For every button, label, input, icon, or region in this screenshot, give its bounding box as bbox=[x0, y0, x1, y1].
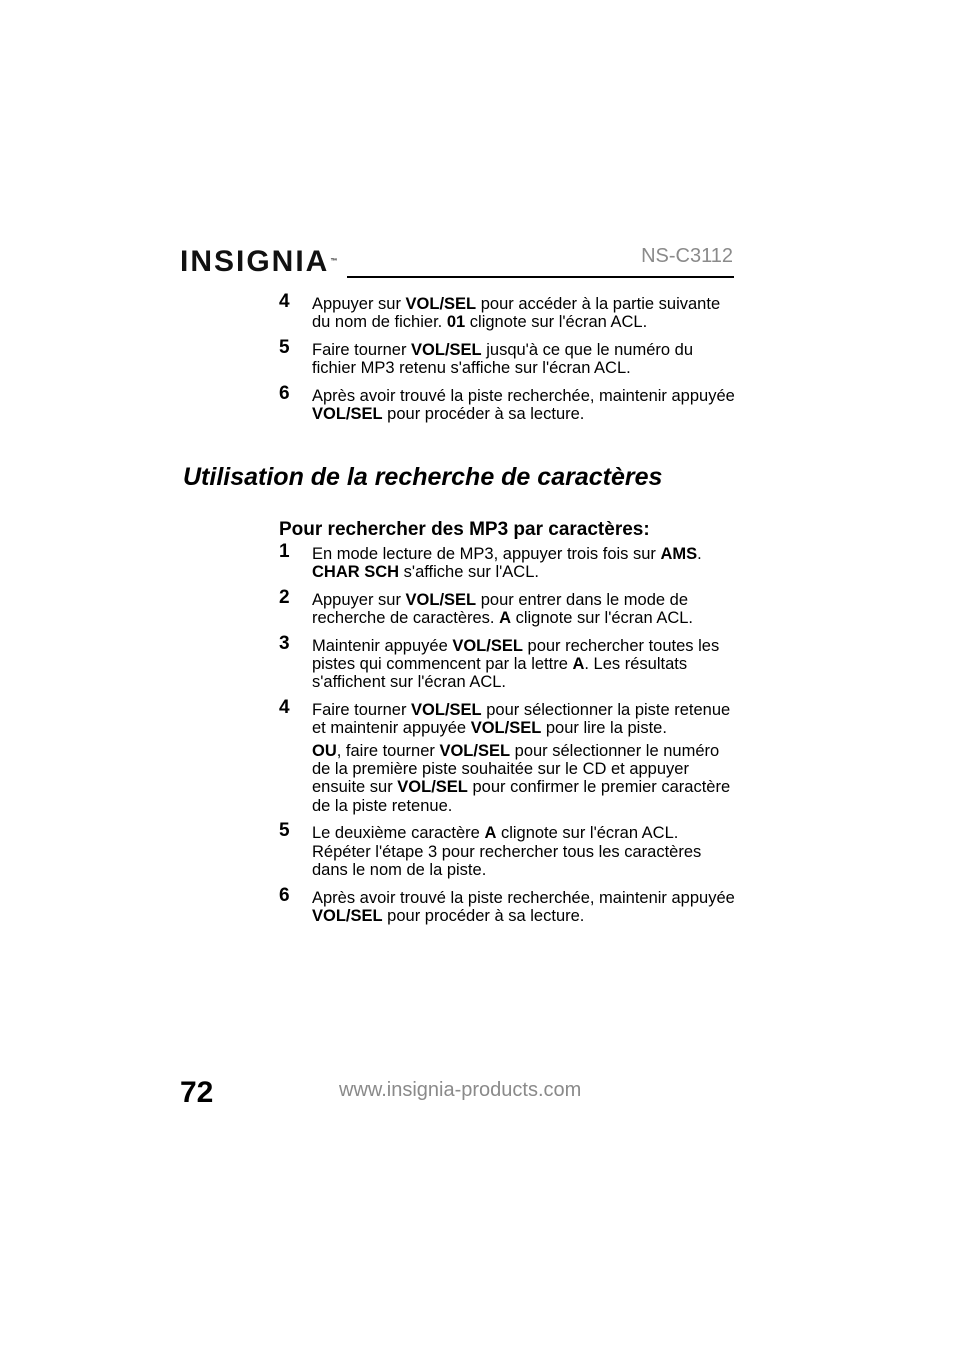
step-instruction bbox=[312, 889, 739, 926]
emphasis-text: OU bbox=[312, 741, 337, 760]
emphasis-text: A bbox=[572, 655, 585, 674]
emphasis-text: VOL/SEL bbox=[312, 405, 383, 424]
section-title: Utilisation de la recherche de caractères bbox=[183, 463, 663, 491]
step-text: pour sélectionner la piste retenue et maintenir appuyée bbox=[312, 700, 731, 738]
step-text: clignote sur l'écran ACL. Répéter l'étape 3 pour rechercher tous les caractères dans le nom de la piste. bbox=[312, 824, 702, 880]
step-text: pour procéder à sa lecture. bbox=[382, 405, 585, 424]
footer-url: www.insignia-products.com bbox=[339, 1079, 582, 1101]
step-number: 3 bbox=[279, 632, 290, 654]
step-text: Faire tourner bbox=[312, 700, 412, 719]
model-number: NS-C3112 bbox=[641, 245, 733, 267]
step-list-character-search bbox=[279, 541, 739, 934]
step-alternative-instruction bbox=[312, 742, 739, 816]
step-item bbox=[279, 632, 739, 692]
step-list-navigation bbox=[279, 291, 739, 432]
step-text: pour lire la piste. bbox=[541, 719, 667, 738]
step-text: Appuyer sur bbox=[312, 590, 406, 609]
emphasis-text: VOL/SEL bbox=[405, 295, 477, 313]
emphasis-text: VOL/SEL bbox=[439, 741, 511, 760]
step-item bbox=[279, 820, 739, 880]
step-text: pour accéder à la partie suivante du nom de fichier. bbox=[312, 295, 721, 332]
step-number: 5 bbox=[279, 820, 290, 842]
step-item bbox=[279, 291, 739, 332]
step-instruction bbox=[312, 341, 739, 378]
step-text: pour confirmer le premier caractère de la piste retenue. bbox=[312, 778, 731, 815]
step-number: 4 bbox=[279, 291, 290, 312]
subsection-title: Pour rechercher des MP3 par caractères: bbox=[279, 519, 650, 540]
step-number: 1 bbox=[279, 541, 290, 562]
insignia-logo bbox=[180, 244, 337, 280]
step-text: s'affiche sur l'ACL. bbox=[399, 563, 539, 582]
step-text: Le deuxième caractère bbox=[312, 824, 485, 843]
step-item bbox=[279, 336, 739, 378]
emphasis-text: 01 bbox=[446, 313, 466, 332]
step-instruction bbox=[312, 591, 739, 628]
step-text: jusqu'à ce que le numéro du fichier MP3 retenu s'affiche sur l'écran ACL. bbox=[312, 340, 694, 378]
emphasis-text: VOL/SEL bbox=[411, 340, 482, 359]
step-text: pour procéder à sa lecture. bbox=[382, 906, 585, 925]
step-number: 2 bbox=[279, 586, 290, 608]
emphasis-text: VOL/SEL bbox=[470, 719, 542, 738]
step-instruction bbox=[312, 545, 739, 582]
emphasis-text: AMS bbox=[660, 545, 698, 563]
step-instruction bbox=[312, 387, 739, 424]
step-instruction bbox=[312, 824, 739, 879]
step-text: pour sélectionner le numéro de la première piste souhaitée sur le CD et appuyer ensuite sur bbox=[312, 741, 720, 797]
step-item bbox=[279, 586, 739, 628]
step-text: clignote sur l'écran ACL. bbox=[511, 609, 694, 628]
step-text: Après avoir trouvé la piste recherchée, maintenir appuyée bbox=[312, 386, 735, 405]
step-item bbox=[279, 541, 739, 582]
logo-text: INSIGNIA bbox=[180, 245, 330, 278]
emphasis-text: VOL/SEL bbox=[312, 906, 383, 925]
step-instruction bbox=[312, 637, 739, 692]
emphasis-text: VOL/SEL bbox=[452, 636, 523, 655]
page-number: 72 bbox=[180, 1076, 214, 1109]
step-text: Maintenir appuyée bbox=[312, 636, 453, 655]
step-number: 4 bbox=[279, 696, 290, 718]
step-text: , faire tourner bbox=[336, 741, 440, 760]
step-item bbox=[279, 696, 739, 815]
step-number: 6 bbox=[279, 884, 290, 906]
step-instruction bbox=[312, 295, 739, 332]
trademark-symbol: ™ bbox=[330, 258, 338, 265]
step-text: . bbox=[697, 545, 702, 563]
step-text: En mode lecture de MP3, appuyer trois fois sur bbox=[312, 545, 661, 563]
step-text: Faire tourner bbox=[312, 340, 412, 359]
header-divider bbox=[347, 276, 734, 278]
step-number: 5 bbox=[279, 336, 290, 358]
step-text: pour rechercher toutes les pistes qui commencent par la lettre bbox=[312, 636, 720, 674]
emphasis-text: VOL/SEL bbox=[411, 700, 482, 719]
step-text: clignote sur l'écran ACL. bbox=[465, 313, 648, 332]
step-text: . Les résultats s'affichent sur l'écran ACL. bbox=[312, 655, 688, 692]
step-number: 6 bbox=[279, 382, 290, 404]
step-text: pour entrer dans le mode de recherche de caractères. bbox=[312, 590, 689, 628]
step-item bbox=[279, 884, 739, 926]
emphasis-text: A bbox=[484, 824, 497, 843]
step-text: Après avoir trouvé la piste recherchée, maintenir appuyée bbox=[312, 888, 735, 907]
emphasis-text: VOL/SEL bbox=[405, 590, 477, 609]
emphasis-text: VOL/SEL bbox=[397, 778, 468, 797]
step-item bbox=[279, 382, 739, 424]
emphasis-text: A bbox=[499, 609, 512, 628]
step-instruction bbox=[312, 701, 739, 738]
step-text: Appuyer sur bbox=[312, 295, 406, 313]
emphasis-text: CHAR SCH bbox=[312, 563, 400, 582]
